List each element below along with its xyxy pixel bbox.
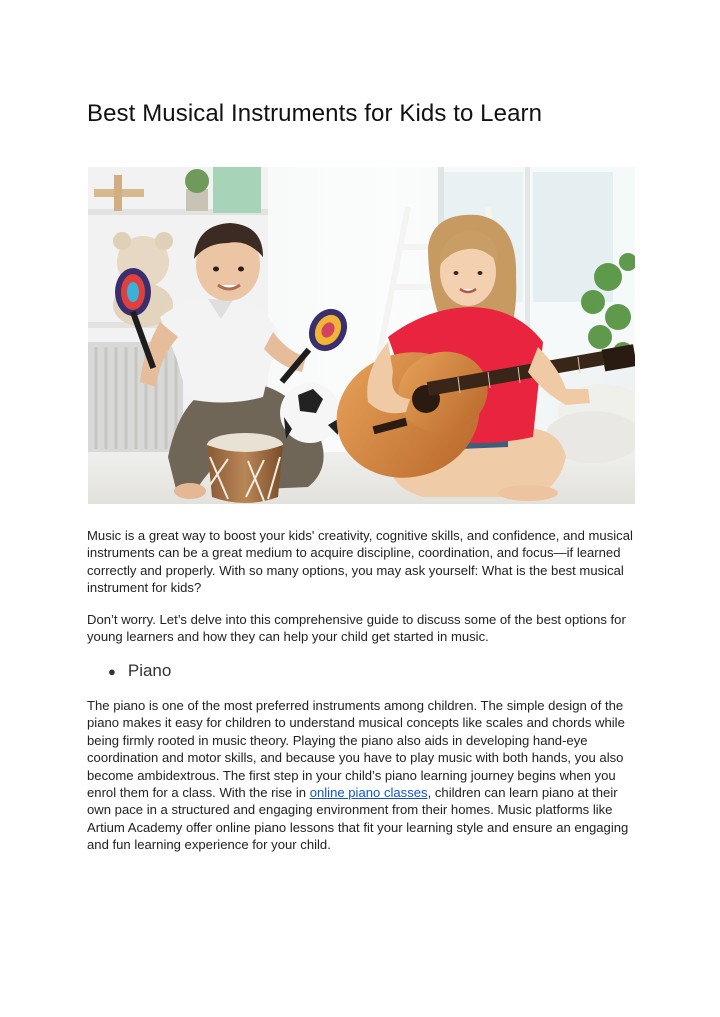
photo-icon: [88, 167, 635, 504]
hero-image: [88, 167, 635, 504]
piano-paragraph: [87, 697, 637, 854]
piano-text-after-link: , children can learn piano at their own pace in a structured and engaging environment from their homes. Music platforms like Artium Academy offer online piano lessons that fit your learning style and ensure an engaging and fun learning experience for your child.: [87, 785, 629, 853]
bullet-marker: ●: [108, 663, 116, 679]
intro-paragraph: Music is a great way to boost your kids' creativity, cognitive skills, and confidence, and musical instruments can be a great medium to acquire discipline, coordination, and focus—if learned correctly and properly. With so many options, you may ask yourself: What is the best musical instrument for kids?: [87, 528, 633, 596]
bullet-label: Piano: [127, 661, 172, 680]
online-piano-classes-link[interactable]: online piano classes: [309, 785, 428, 801]
piano-bullet-item: [108, 661, 171, 681]
guide-paragraph: Don’t worry. Let’s delve into this comprehensive guide to discuss some of the best options for young learners and how they can help your child get started in music.: [87, 612, 626, 645]
piano-text-before-link: The piano is one of the most preferred instruments among children. The simple design of the piano makes it easy for children to understand musical concepts like scales and chords while being firmly rooted in music theory. Playing the piano also aids in developing hand-eye coordination and motor skills, and because you have to play music with both hands, you also become ambidextrous. The first step in your child’s piano learning journey begins when you enrol them for a class. With the rise in: [87, 698, 625, 801]
page-title: Best Musical Instruments for Kids to Learn: [87, 100, 543, 127]
